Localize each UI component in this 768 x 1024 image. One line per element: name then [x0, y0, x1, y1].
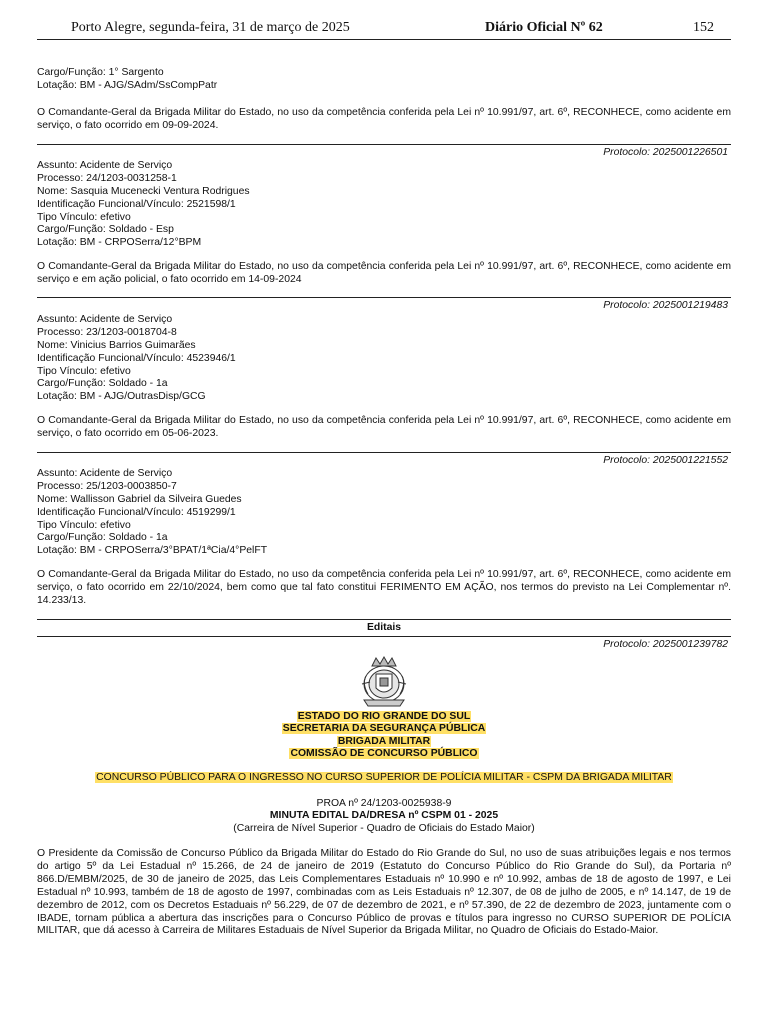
- detail-line: Tipo Vínculo: efetivo: [37, 365, 131, 377]
- detail-line: Identificação Funcional/Vínculo: 4523946/1: [37, 352, 236, 364]
- detail-line: Lotação: BM - CRPOSerra/3°BPAT/1ªCia/4°PelFT: [37, 545, 268, 557]
- org-line: BRIGADA MILITAR: [337, 735, 431, 747]
- detail-line: Assunto: Acidente de Serviço: [37, 160, 173, 171]
- detail-line: Lotação: BM - AJG/SAdm/SsCompPatr: [37, 79, 218, 91]
- entry-details: [37, 468, 731, 558]
- detail-line: Lotação: BM - AJG/OutrasDisp/GCG: [37, 391, 206, 403]
- divider: [37, 297, 731, 298]
- detail-line: Tipo Vínculo: efetivo: [37, 211, 131, 223]
- protocol-number: Protocolo: 2025001226501: [603, 147, 728, 158]
- detail-line: Nome: Sasquia Mucenecki Ventura Rodrigues: [37, 185, 250, 197]
- rio-grande-do-sul-coat-of-arms-icon: [356, 654, 412, 710]
- detail-line: Cargo/Função: 1° Sargento: [37, 67, 164, 78]
- detail-line: Identificação Funcional/Vínculo: 4519299/1: [37, 506, 236, 518]
- proa-number: PROA nº 24/1203-0025938-9: [316, 798, 452, 809]
- top-entry-details: [37, 67, 731, 93]
- detail-line: Lotação: BM - CRPOSerra/12°BPM: [37, 237, 202, 249]
- divider: [37, 619, 731, 620]
- org-line: ESTADO DO RIO GRANDE DO SUL: [297, 711, 471, 722]
- org-line: COMISSÃO DE CONCURSO PÚBLICO: [290, 748, 478, 760]
- detail-line: Nome: Wallisson Gabriel da Silveira Guedes: [37, 493, 242, 505]
- protocol-number: Protocolo: 2025001239782: [603, 639, 728, 650]
- entry-details: [37, 160, 731, 250]
- section-title-editais: Editais: [366, 622, 402, 633]
- header-title: Diário Oficial Nº 62: [485, 20, 603, 35]
- divider: [37, 636, 731, 637]
- protocol-number: Protocolo: 2025001221552: [603, 455, 728, 466]
- entry-details: [37, 314, 731, 404]
- header-page-number: 152: [693, 20, 714, 35]
- detail-line: Assunto: Acidente de Serviço: [37, 468, 173, 479]
- protocol-number: Protocolo: 2025001219483: [603, 300, 728, 311]
- detail-line: Processo: 24/1203-0031258-1: [37, 172, 177, 184]
- carreira-subtitle: (Carreira de Nível Superior - Quadro de Oficiais do Estado Maior): [233, 822, 535, 834]
- top-entry-statement: O Comandante-Geral da Brigada Militar do Estado, no uso da competência conferida pela Lei nº 10.991/97, art. 6º, RECONHECE, como acidente em serviço, o fato ocorrido em 09-09-2024.: [37, 107, 731, 131]
- concurso-title-block: [37, 772, 731, 784]
- detail-line: Processo: 23/1203-0018704-8: [37, 326, 177, 338]
- divider: [37, 452, 731, 453]
- entry-statement: O Comandante-Geral da Brigada Militar do Estado, no uso da competência conferida pela Lei nº 10.991/97, art. 6º, RECONHECE, como acidente em serviço e em ação policial, o fato ocorrido em 14-09-2024: [37, 261, 731, 285]
- detail-line: Tipo Vínculo: efetivo: [37, 519, 131, 531]
- detail-line: Cargo/Função: Soldado - Esp: [37, 224, 174, 236]
- detail-line: Cargo/Função: Soldado - 1a: [37, 532, 168, 544]
- edital-identification: [37, 798, 731, 835]
- concurso-title: CONCURSO PÚBLICO PARA O INGRESSO NO CURSO SUPERIOR DE POLÍCIA MILITAR - CSPM DA BRIGADA MILITAR: [96, 772, 672, 783]
- detail-line: Assunto: Acidente de Serviço: [37, 314, 173, 325]
- detail-line: Processo: 25/1203-0003850-7: [37, 480, 177, 492]
- entry-statement: O Comandante-Geral da Brigada Militar do Estado, no uso da competência conferida pela Lei nº 10.991/97, art. 6º, RECONHECE, como acidente em serviço, o fato ocorrido em 22/10/2024, bem como que tal fato constitui FERIMENTO EM AÇÃO, nos termos do previsto na Lei Complementar nº. 14.233/13.: [37, 569, 731, 606]
- minuta-title: MINUTA EDITAL DA/DRESA nº CSPM 01 - 2025: [269, 810, 499, 822]
- organization-heading: [37, 711, 731, 761]
- detail-line: Cargo/Função: Soldado - 1a: [37, 378, 168, 390]
- entry-statement: O Comandante-Geral da Brigada Militar do Estado, no uso da competência conferida pela Lei nº 10.991/97, art. 6º, RECONHECE, como acidente em serviço, o fato ocorrido em 05-06-2023.: [37, 415, 731, 439]
- org-line: SECRETARIA DA SEGURANÇA PÚBLICA: [282, 723, 486, 735]
- edital-paragraph: O Presidente da Comissão de Concurso Público da Brigada Militar do Estado do Rio Grande do Sul, no uso de suas atribuições legais e nos termos do artigo 5º da Lei Estadual nº 15.266, de 24 de janeiro de 2019 (Estatuto do Concurso Público do Rio Grande do Sul), da Portaria nº 866.D/EMBM/2025, de 30 de janeiro de 2025, das Leis Complementares Estaduais nº 10.990 e nº 10.992, ambas de 18 de agosto de 1997, e Lei Estadual nº 10.993, também de 18 de agosto de 1997, combinadas com as Leis Estaduais nº 12.307, de 08 de julho de 2005, e nº 14.147, de 19 de dezembro de 2012, com os Decretos Estaduais nº 56.229, de 07 de dezembro de 2021, e nº 57.390, de 22 de dezembro de 2023, juntamente com o IBADE, tornam pública a abertura das inscrições para o Concurso Público de provas e títulos para ingresso no CURSO SUPERIOR DE POLÍCIA MILITAR, que dá acesso à Carreira de Militares Estaduais de Nível Superior da Brigada Militar, no Quadro de Oficiais do Estado-Maior.: [37, 848, 731, 937]
- header-date: Porto Alegre, segunda-feira, 31 de março de 2025: [71, 20, 350, 35]
- divider: [37, 144, 731, 145]
- page-header: [37, 19, 731, 40]
- detail-line: Nome: Vinicius Barrios Guimarães: [37, 339, 196, 351]
- detail-line: Identificação Funcional/Vínculo: 2521598/1: [37, 198, 236, 210]
